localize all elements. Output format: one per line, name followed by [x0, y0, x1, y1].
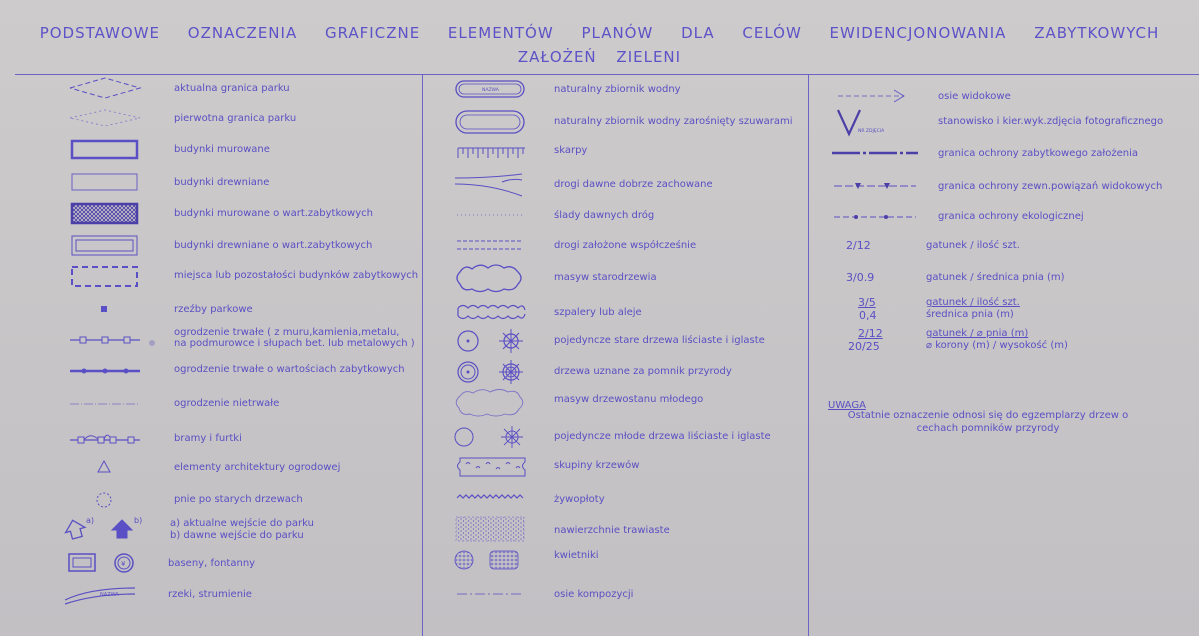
legend-item — [40, 454, 420, 482]
legend-label: granica ochrony zewn.powiązań widokowych — [938, 181, 1163, 192]
fountain-mark: ¥ — [121, 560, 126, 568]
legend-label: pojedyncze stare drzewa liściaste i iglaste — [554, 335, 765, 346]
road-traces-icon — [430, 202, 540, 230]
legend-label: skupiny krzewów — [554, 460, 640, 471]
legend-item — [430, 422, 800, 450]
legend-label: pnie po starych drzewach — [174, 494, 303, 505]
legend-label: gatunek / ⌀ pnia (m) — [926, 328, 1029, 339]
legend-label: granica ochrony zabytkowego założenia — [938, 148, 1138, 159]
title-line-2: ZAŁOŻEŃ ZIELENI — [517, 48, 682, 66]
young-tree-icon — [430, 422, 540, 450]
legend-item — [40, 200, 420, 228]
legend-label: gatunek / ilość szt. — [926, 240, 1020, 251]
marker-b: b) — [134, 516, 143, 525]
title-line-1: PODSTAWOWE OZNACZENIA GRAFICZNE ELEMENTÓW PLANÓW DLA CELÓW EWIDENCJONOWANIA ZABYTKOWYCH — [39, 24, 1160, 42]
legend-label: skarpy — [554, 145, 588, 156]
legend-label: pierwotna granica parku — [174, 113, 297, 124]
double-outline-building-icon — [40, 232, 170, 260]
legend-item — [430, 300, 800, 328]
protection-boundary-icon — [812, 140, 932, 168]
square-dot-icon — [40, 296, 170, 324]
ecological-protection-icon — [812, 204, 932, 232]
legend-item — [430, 140, 800, 168]
pond-reeds-icon — [430, 106, 540, 134]
legend-item — [812, 296, 1192, 326]
note-heading: UWAGA — [828, 400, 866, 411]
legend-label: ogrodzenie trwałe o wartościach zabytkowych — [174, 364, 405, 375]
column-divider-1 — [422, 74, 423, 636]
view-protection-icon — [812, 173, 932, 201]
new-road-icon — [430, 232, 540, 260]
legend-label: elementy architektury ogrodowej — [174, 462, 341, 473]
legend-label: a) aktualne wejście do parku — [170, 518, 314, 529]
dotted-boundary-icon — [40, 104, 170, 132]
legend-item — [430, 106, 800, 134]
legend-item — [40, 296, 420, 324]
legend-label: szpalery lub aleje — [554, 307, 642, 318]
legend-label: drogi założone współcześnie — [554, 240, 697, 251]
code-text: 2/12 — [846, 239, 871, 252]
legend-item — [40, 232, 420, 260]
legend-label: bramy i furtki — [174, 433, 242, 444]
legend-item — [430, 170, 800, 198]
fence-permanent-icon — [40, 326, 170, 354]
legend-item — [40, 550, 420, 578]
legend-item — [40, 136, 420, 164]
legend-label: budynki drewniane — [174, 177, 270, 188]
legend-label: ślady dawnych dróg — [554, 210, 655, 221]
legend-item — [40, 357, 420, 385]
old-stand-icon — [430, 262, 540, 290]
legend-item — [430, 357, 800, 385]
legend-label: pojedyncze młode drzewa liściaste i iglaste — [554, 431, 771, 442]
legend-label: drogi dawne dobrze zachowane — [554, 179, 713, 190]
legend-label: kwietniki — [554, 550, 599, 561]
river-icon — [40, 580, 170, 608]
legend-item — [812, 173, 1192, 201]
legend-label: naturalny zbiornik wodny — [554, 84, 681, 95]
lawn-icon — [430, 514, 540, 542]
composition-axis-icon — [430, 582, 540, 610]
legend-label: masyw starodrzewia — [554, 272, 657, 283]
fence-temporary-icon — [40, 390, 170, 418]
triangle-icon — [40, 454, 170, 482]
legend-label: naturalny zbiornik wodny zarośnięty szuwarami — [554, 116, 793, 127]
legend-label: budynki murowane — [174, 144, 270, 155]
pond-name-mark: NAZWA — [482, 88, 499, 93]
legend-label: budynki drewniane o wart.zabytkowych — [174, 240, 373, 251]
legend-label: osie kompozycji — [554, 589, 634, 600]
legend-item — [430, 546, 800, 574]
legend-item — [40, 326, 420, 354]
legend-item — [40, 580, 420, 608]
legend-item — [812, 106, 1192, 134]
legend-item — [430, 76, 800, 104]
code-numerator: 3/5 — [858, 296, 876, 309]
legend-item — [40, 486, 420, 514]
legend-label: żywopłoty — [554, 494, 605, 505]
legend-item — [812, 268, 1192, 296]
legend-item — [430, 582, 800, 610]
entrance-arrows-icon — [40, 514, 170, 542]
gate-icon — [40, 425, 170, 453]
legend-label: rzeki, strumienie — [168, 589, 252, 600]
legend-item — [40, 74, 420, 102]
legend-label: ogrodzenie trwałe ( z muru,kamienia,metalu, — [174, 327, 400, 338]
column-divider-2 — [808, 74, 809, 636]
dashed-building-icon — [40, 263, 170, 291]
legend-label: drzewa uznane za pomnik przyrody — [554, 366, 732, 377]
legend-label: granica ochrony ekologicznej — [938, 211, 1084, 222]
legend-label: miejsca lub pozostałości budynków zabytkowych — [174, 270, 419, 281]
marker-a: a) — [86, 516, 95, 525]
legend-item — [430, 326, 800, 354]
shrub-group-icon — [430, 452, 540, 480]
legend-label: aktualna granica parku — [174, 83, 290, 94]
legend-item — [40, 390, 420, 418]
fence-historic-icon — [40, 357, 170, 385]
legend-item — [40, 104, 420, 132]
masonry-building-icon — [40, 136, 170, 164]
hedge-icon — [430, 486, 540, 514]
legend-item — [40, 514, 420, 542]
legend-label-line-2: na podmurowce i słupach bet. lub metalowych ) — [174, 338, 415, 349]
legend-item — [430, 486, 800, 514]
dashed-boundary-icon — [40, 74, 170, 102]
monument-tree-icon — [430, 357, 540, 385]
legend-item — [430, 386, 800, 414]
legend-label-line-2: b) dawne wejście do parku — [170, 530, 304, 541]
hedge-row-icon — [430, 300, 540, 328]
legend-item — [430, 452, 800, 480]
legend-item — [430, 262, 800, 290]
legend-item — [812, 204, 1192, 232]
legend-item — [40, 263, 420, 291]
dotted-circle-icon — [40, 486, 170, 514]
slope-icon — [430, 140, 540, 168]
legend-label-line-2: średnica pnia (m) — [926, 309, 1014, 320]
legend-label: baseny, fontanny — [168, 558, 256, 569]
legend-item — [812, 140, 1192, 168]
photo-station-icon — [812, 106, 932, 134]
legend-item — [40, 169, 420, 197]
legend-item — [812, 327, 1192, 357]
legend-item — [812, 236, 1192, 264]
legend-item — [430, 232, 800, 260]
code-denominator: 20/25 — [848, 340, 880, 353]
legend-label: rzeźby parkowe — [174, 304, 253, 315]
pool-fountain-icon — [40, 550, 170, 578]
code-text: 3/0.9 — [846, 271, 875, 284]
legend-label: budynki murowane o wart.zabytkowych — [174, 208, 373, 219]
legend-label: ogrodzenie nietrwałe — [174, 398, 280, 409]
river-name-mark: NAZWA — [100, 592, 119, 598]
code-numerator: 2/12 — [858, 327, 883, 340]
old-road-icon — [430, 170, 540, 198]
legend-label: masyw drzewostanu młodego — [554, 394, 704, 405]
legend-label: nawierzchnie trawiaste — [554, 525, 670, 536]
legend-item — [430, 202, 800, 230]
legend-label: gatunek / ilość szt. — [926, 297, 1020, 308]
legend-label: stanowisko i kier.wyk.zdjęcia fotograficznego — [938, 116, 1164, 127]
legend-label: gatunek / średnica pnia (m) — [926, 272, 1065, 283]
pond-icon — [430, 76, 540, 104]
young-stand-icon — [430, 386, 540, 414]
flowerbed-icon — [430, 546, 540, 574]
wooden-building-icon — [40, 169, 170, 197]
legend-item — [430, 514, 800, 542]
note-text: Ostatnie oznaczenie odnosi się do egzemplarzy drzew o cechach pomników przyrody — [847, 410, 1129, 434]
old-tree-icon — [430, 326, 540, 354]
code-denominator: 0,4 — [859, 309, 877, 322]
legend-label: osie widokowe — [938, 91, 1011, 102]
legend-label-line-2: ⌀ korony (m) / wysokość (m) — [926, 340, 1068, 351]
legend-item — [40, 425, 420, 453]
photo-number-mark: NR ZDJĘCIA — [858, 129, 885, 134]
hatched-building-icon — [40, 200, 170, 228]
